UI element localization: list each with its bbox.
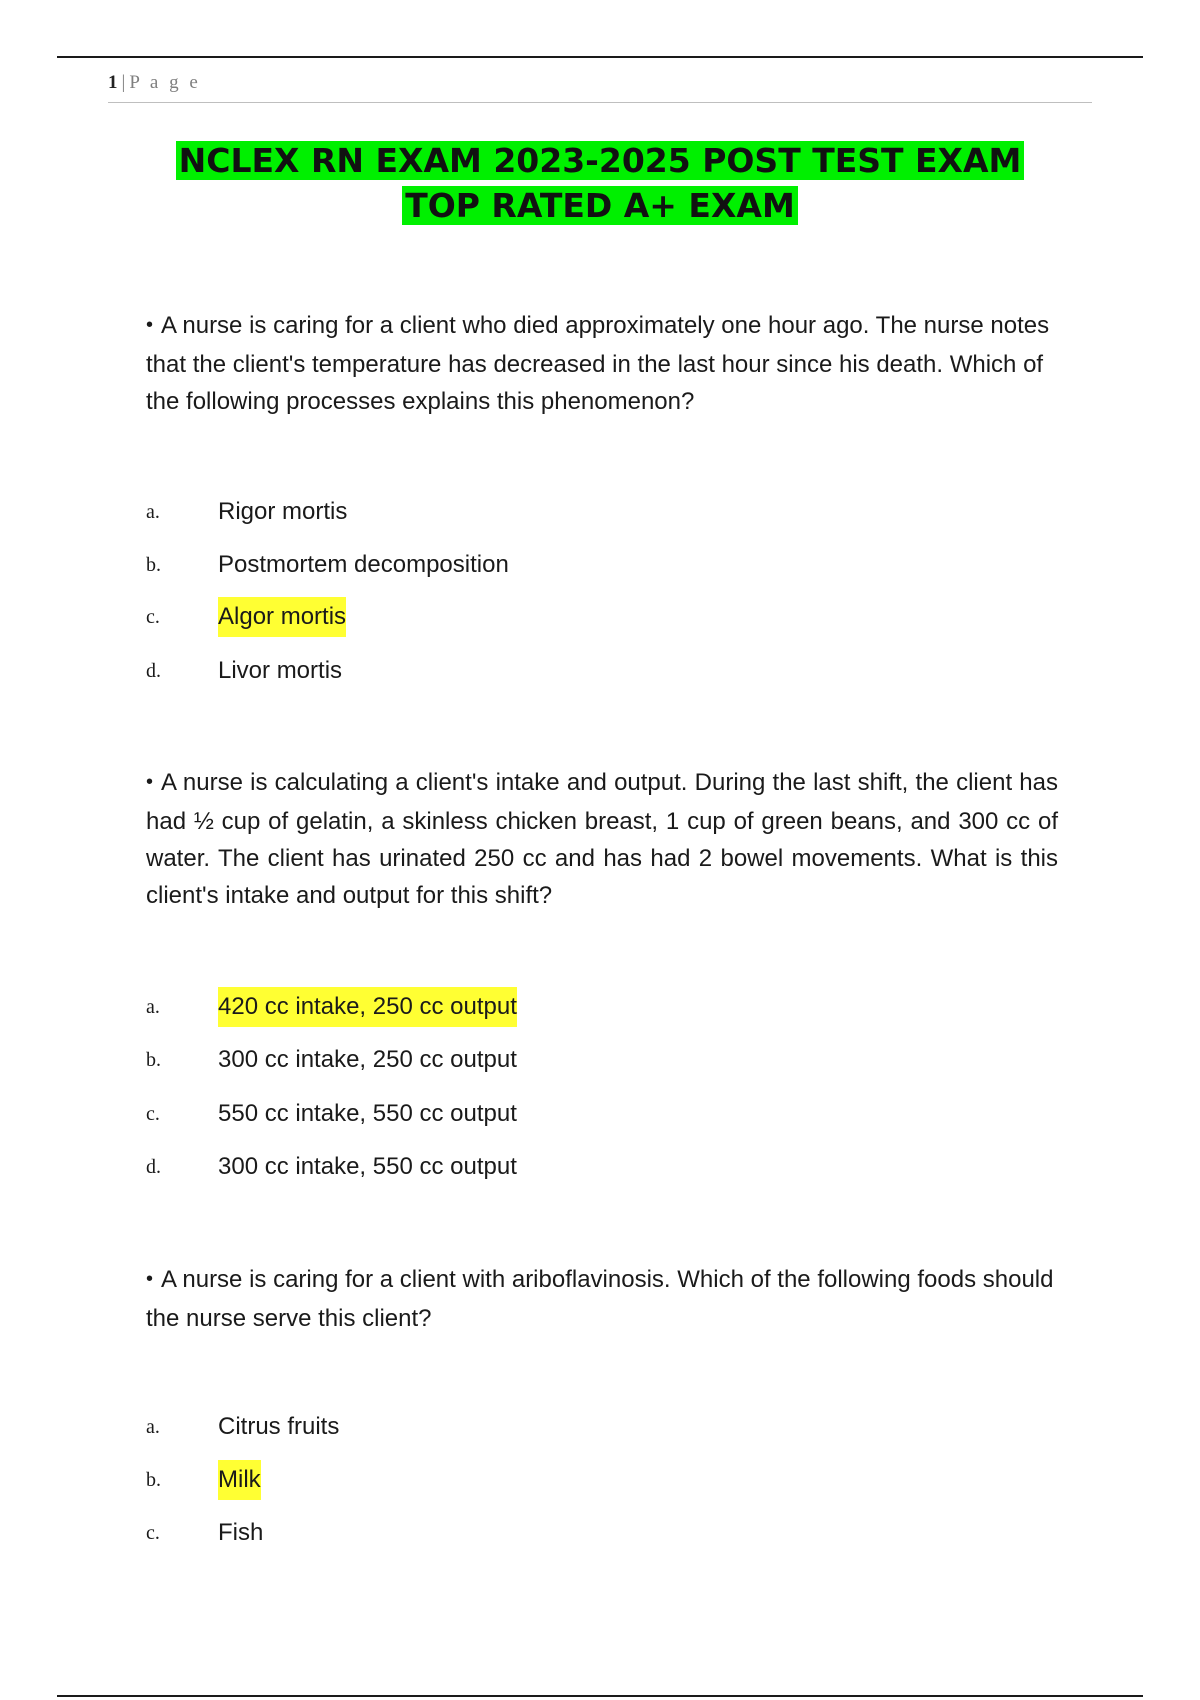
option-letter: b. bbox=[146, 1469, 161, 1491]
option-text: Fish bbox=[218, 1519, 264, 1546]
document-title bbox=[0, 138, 1200, 228]
page-label: P a g e bbox=[129, 72, 201, 93]
question-text: A nurse is caring for a client with ariboflavinosis. Which of the following foods should the nurse serve this client? bbox=[146, 1266, 1054, 1332]
option-letter: c. bbox=[146, 1103, 160, 1125]
title-line-1: NCLEX RN EXAM 2023-2025 POST TEST EXAM bbox=[176, 141, 1025, 180]
option-text: Citrus fruits bbox=[218, 1413, 340, 1440]
option-letter: d. bbox=[146, 660, 161, 682]
question-3 bbox=[146, 1261, 1058, 1337]
option-letter: c. bbox=[146, 1522, 160, 1544]
header-separator: | bbox=[121, 72, 126, 93]
option-letter: a. bbox=[146, 996, 160, 1018]
option-letter: b. bbox=[146, 554, 161, 576]
option-letter: a. bbox=[146, 1416, 160, 1438]
option-text: 300 cc intake, 550 cc output bbox=[218, 1153, 517, 1180]
bullet-icon: • bbox=[146, 771, 154, 793]
correct-answer-highlight: 420 cc intake, 250 cc output bbox=[218, 987, 517, 1027]
top-rule bbox=[57, 56, 1143, 58]
bullet-icon: • bbox=[146, 314, 154, 336]
option-letter: c. bbox=[146, 606, 160, 628]
page-header bbox=[108, 72, 1092, 103]
option-text: 300 cc intake, 250 cc output bbox=[218, 1046, 517, 1073]
option-text: Rigor mortis bbox=[218, 498, 348, 525]
bottom-rule bbox=[57, 1695, 1143, 1697]
option-text: Livor mortis bbox=[218, 657, 343, 684]
question-2 bbox=[146, 764, 1058, 914]
option-letter: b. bbox=[146, 1049, 161, 1071]
correct-answer-highlight: Algor mortis bbox=[218, 597, 346, 637]
page-number: 1 bbox=[108, 72, 118, 93]
option-text: Postmortem decomposition bbox=[218, 551, 509, 578]
bullet-icon: • bbox=[146, 1268, 154, 1290]
question-text: A nurse is caring for a client who died approximately one hour ago. The nurse notes that the client's temperature has decreased in the last hour since his death. Which of the following processes explains this phenomenon? bbox=[146, 312, 1050, 415]
correct-answer-highlight: Milk bbox=[218, 1460, 261, 1500]
option-letter: d. bbox=[146, 1156, 161, 1178]
option-letter: a. bbox=[146, 501, 160, 523]
question-1 bbox=[146, 307, 1058, 420]
title-line-2: TOP RATED A+ EXAM bbox=[402, 186, 798, 225]
option-text: 550 cc intake, 550 cc output bbox=[218, 1100, 517, 1127]
question-text: A nurse is calculating a client's intake and output. During the last shift, the client has had ½ cup of gelatin, a skinless chicken breast, 1 cup of green beans, and 300 cc of water. The client has urinated 250 cc and has had 2 bowel movements. What is this client's intake and output for this shift? bbox=[146, 769, 1058, 909]
